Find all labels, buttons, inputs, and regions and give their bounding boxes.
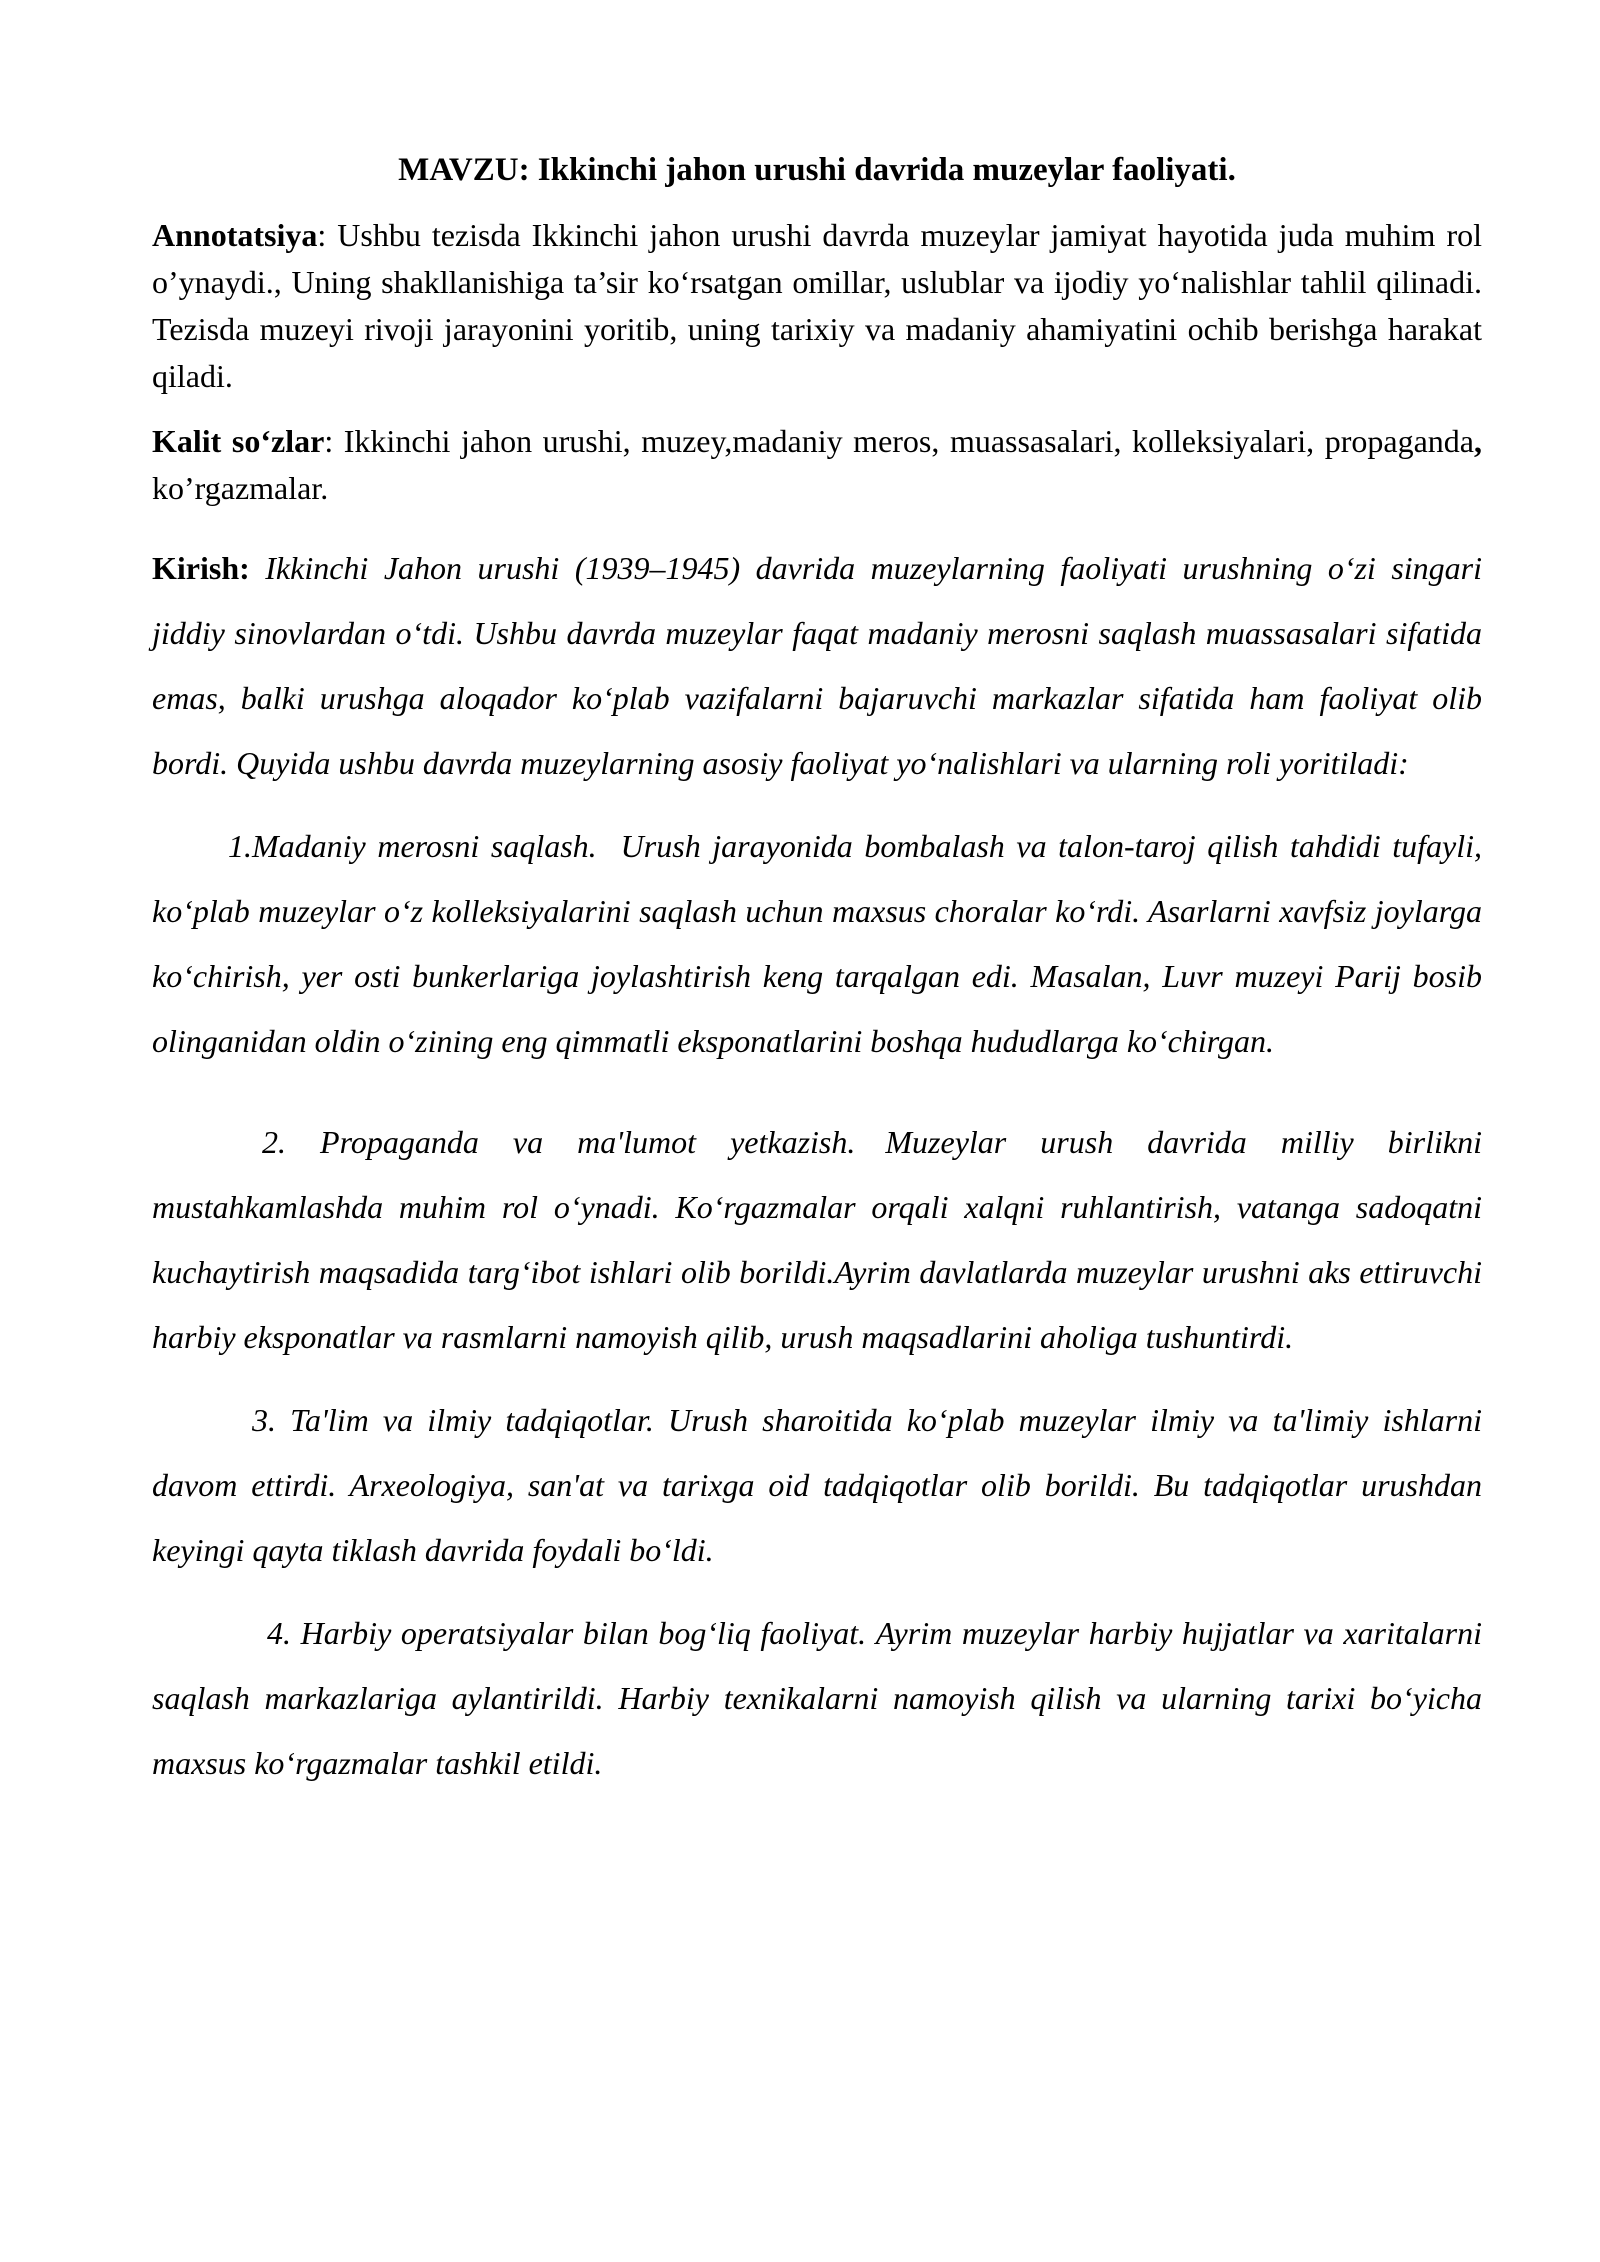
section-4-paragraph <box>152 1601 1482 1796</box>
annotation-label: Annotatsiya <box>152 217 318 253</box>
section-2-paragraph <box>152 1110 1482 1370</box>
keywords-text-b: ko’rgazmalar. <box>152 470 329 506</box>
intro-label: Kirish: <box>152 550 250 586</box>
section-3-paragraph <box>152 1388 1482 1583</box>
keywords-label: Kalit so‘zlar <box>152 423 325 459</box>
section-2-heading: 2. Propaganda va ma'lumot yetkazish. <box>262 1124 856 1160</box>
document-title: MAVZU: Ikkinchi jahon urushi davrida muzeylar faoliyati. <box>398 152 1236 188</box>
section-4-text: Ayrim muzeylar harbiy hujjatlar va xaritalarni saqlash markazlariga aylantirildi. Harbiy texnikalarni namoyish qilish va ularning tarixi bo‘yicha maxsus ko‘rgazmalar tashkil etildi. <box>152 1615 1483 1781</box>
section-1-heading: 1.Madaniy merosni saqlash. <box>228 828 597 864</box>
document-page <box>152 148 1482 1796</box>
annotation-text: : Ushbu tezisda Ikkinchi jahon urushi davrda muzeylar jamiyat hayotida juda muhim rol o’ynaydi., Uning shakllanishiga ta’sir ko‘rsatgan omillar, uslublar va ijodiy yo‘nalishlar tahlil qilinadi. Tezisda muzeyi rivoji jarayonini yoritib, uning tarixiy va madaniy ahamiyatini ochib berishga harakat qiladi. <box>152 217 1482 394</box>
keywords-comma: , <box>1474 423 1483 459</box>
section-2-text: Muzeylar urush davrida milliy birlikni mustahkamlashda muhim rol o‘ynadi. Ko‘rgazmalar orqali xalqni ruhlantirish, vatanga sadoqatni kuchaytirish maqsadida targ‘ibot ishlari olib borildi.Ayrim davlatlarda muzeylar urushni aks ettiruvchi harbiy eksponatlar va rasmlarni namoyish qilib, urush maqsadlarini aholiga tushuntirdi. <box>152 1124 1482 1355</box>
section-4-heading: 4. Harbiy operatsiyalar bilan bog‘liq faoliyat. <box>267 1615 867 1651</box>
keywords-paragraph <box>152 418 1482 512</box>
annotation-paragraph <box>152 212 1482 400</box>
section-1-paragraph <box>152 814 1482 1074</box>
keywords-text-a: : Ikkinchi jahon urushi, muzey,madaniy meros, muassasalari, kolleksiyalari, propaganda <box>324 423 1475 459</box>
section-3-text: Urush sharoitida ko‘plab muzeylar ilmiy va ta'limiy ishlarni davom ettirdi. Arxeologiya, san'at va tarixga oid tadqiqotlar olib borildi. Bu tadqiqotlar urushdan keyingi qayta tiklash davrida foydali bo‘ldi. <box>152 1402 1483 1568</box>
section-1-text: Urush jarayonida bombalash va talon-taroj qilish tahdidi tufayli, ko‘plab muzeylar o‘z kolleksiyalarini saqlash uchun maxsus choralar ko‘rdi. Asarlarni xavfsiz joylarga ko‘chirish, yer osti bunkerlariga joylashtirish keng tarqalgan edi. Masalan, Luvr muzeyi Parij bosib olinganidan oldin o‘zining eng qimmatli eksponatlarini boshqa hududlarga ko‘chirgan. <box>152 828 1483 1059</box>
section-3-heading: 3. Ta'lim va ilmiy tadqiqotlar. <box>252 1402 654 1438</box>
intro-text: Ikkinchi Jahon urushi (1939–1945) davrida muzeylarning faoliyati urushning o‘zi singari jiddiy sinovlardan o‘tdi. Ushbu davrda muzeylar faqat madaniy merosni saqlash muassasalari sifatida emas, balki urushga aloqador ko‘plab vazifalarni bajaruvchi markazlar sifatida ham faoliyat olib bordi. Quyida ushbu davrda muzeylarning asosiy faoliyat yo‘nalishlari va ularning roli yoritiladi: <box>152 550 1482 781</box>
intro-paragraph <box>152 536 1482 796</box>
